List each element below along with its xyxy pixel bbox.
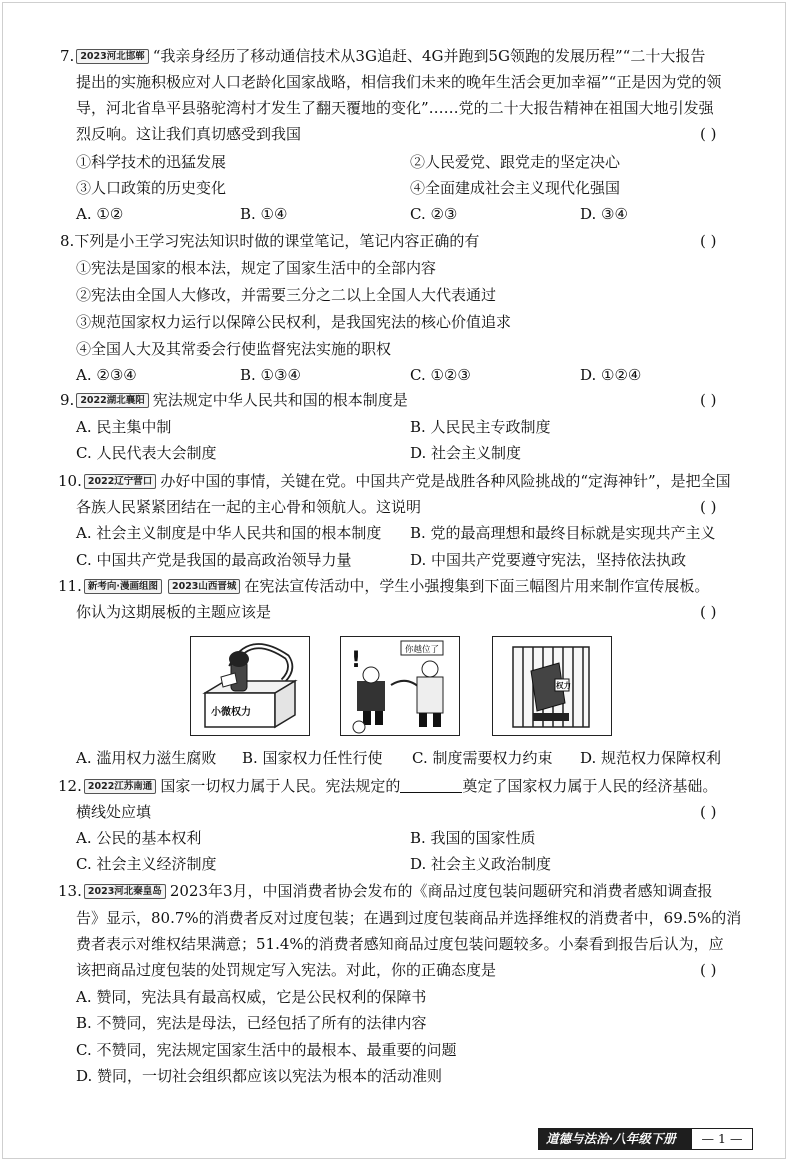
q8-option-a[interactable]: A. ②③④ xyxy=(76,366,137,384)
q9-text: 宪法规定中华人民共和国的根本制度是 xyxy=(152,391,408,409)
q13-line-2: 告》显示，80.7%的消费者反对过度包装；在遇到过度包装商品并选择维权的消费者中，69.5%的消 xyxy=(76,909,742,927)
q12-option-c[interactable]: C. 社会主义经济制度 xyxy=(76,855,217,873)
cartoon-small-power-drawing xyxy=(191,637,309,735)
q8-answer-paren[interactable]: ( ) xyxy=(700,232,717,250)
q13-option-a[interactable]: A. 赞同，宪法具有最高权威，它是公民权利的保障书 xyxy=(76,988,427,1006)
q11-text-1: 在宪法宣传活动中，学生小强搜集到下面三幅图片用来制作宣传展板。 xyxy=(244,577,710,595)
q8-item-3: ③规范国家权力运行以保障公民权利，是我国宪法的核心价值追求 xyxy=(76,313,512,331)
footer-page-number: — 1 — xyxy=(691,1128,753,1150)
q10-line-2: 各族人民紧紧团结在一起的主心骨和领航人。这说明 xyxy=(76,498,422,516)
q9-source-tag: 2022湖北襄阳 xyxy=(76,393,148,408)
q10-text-1: 办好中国的事情，关键在党。中国共产党是战胜各种风险挑战的“定海神针”，是把全国 xyxy=(160,472,731,490)
q13-line-1 xyxy=(58,881,713,901)
q11-option-c[interactable]: C. 制度需要权力约束 xyxy=(412,749,553,767)
q12-option-d[interactable]: D. 社会主义政治制度 xyxy=(410,855,552,873)
page-footer xyxy=(538,1128,753,1150)
q13-number: 13. xyxy=(58,882,82,900)
cartoon-offside-speech: 你越位了 xyxy=(405,645,440,655)
q8-number: 8. xyxy=(60,232,75,250)
q7-source-tag: 2023河北邯郸 xyxy=(76,49,148,64)
q8-option-b[interactable]: B. ①③④ xyxy=(240,366,301,384)
q11-number: 11. xyxy=(58,577,82,595)
q13-line-3: 费者表示对维权结果满意；51.4%的消费者感知商品过度包装问题较多。小秦看到报告后认为，应 xyxy=(76,935,724,953)
cartoon-power-cage xyxy=(492,636,612,736)
q7-option-b[interactable]: B. ①④ xyxy=(240,205,288,223)
q13-source-tag: 2023河北秦皇岛 xyxy=(84,884,166,899)
cartoon-small-power xyxy=(190,636,310,736)
q10-option-d[interactable]: D. 中国共产党要遵守宪法，坚持依法执政 xyxy=(410,551,687,569)
q13-option-d[interactable]: D. 赞同，一切社会组织都应该以宪法为根本的活动准则 xyxy=(76,1067,443,1085)
q12-option-a[interactable]: A. 公民的基本权利 xyxy=(76,829,202,847)
q7-line-3: 导，河北省阜平县骆驼湾村才发生了翻天覆地的变化”……党的二十大报告精神在祖国大地引发强 xyxy=(76,99,714,117)
q11-answer-paren[interactable]: ( ) xyxy=(700,603,717,621)
q8-item-1: ①宪法是国家的根本法，规定了国家生活中的全部内容 xyxy=(76,259,437,277)
q12-number: 12. xyxy=(58,777,82,795)
q11-source-tag-1: 新考向·漫画组图 xyxy=(84,579,162,594)
q8-line-1 xyxy=(60,231,479,251)
q13-option-b[interactable]: B. 不赞同，宪法是母法，已经包括了所有的法律内容 xyxy=(76,1014,427,1032)
q9-option-c[interactable]: C. 人民代表大会制度 xyxy=(76,444,217,462)
q13-line-4: 该把商品过度包装的处罚规定写入宪法。对此，你的正确态度是 xyxy=(76,961,497,979)
q9-option-a[interactable]: A. 民主集中制 xyxy=(76,418,172,436)
q7-item-4: ④全面建成社会主义现代化强国 xyxy=(410,179,621,197)
q7-text-1: “我亲身经历了移动通信技术从3G追赶、4G并跑到5G领跑的发展历程”“二十大报告 xyxy=(152,47,706,65)
q13-answer-paren[interactable]: ( ) xyxy=(700,961,717,979)
q10-number: 10. xyxy=(58,472,82,490)
q7-line-2: 提出的实施积极应对人口老龄化国家战略，相信我们未来的晚年生活会更加幸福”“正是因为党的领 xyxy=(76,73,722,91)
q13-option-c[interactable]: C. 不赞同，宪法规定国家生活中的最根本、最重要的问题 xyxy=(76,1041,457,1059)
q11-option-d[interactable]: D. 规范权力保障权利 xyxy=(580,749,722,767)
q11-option-a[interactable]: A. 滥用权力滋生腐败 xyxy=(76,749,217,767)
q12-line-1 xyxy=(58,776,717,796)
q9-answer-paren[interactable]: ( ) xyxy=(700,391,717,409)
q10-option-a[interactable]: A. 社会主义制度是中华人民共和国的根本制度 xyxy=(76,524,382,542)
q12-answer-paren[interactable]: ( ) xyxy=(700,803,717,821)
q7-line-4: 烈反响。这让我们真切感受到我国 xyxy=(76,125,302,143)
q12-option-b[interactable]: B. 我国的国家性质 xyxy=(410,829,536,847)
footer-subject: 道德与法治·八年级下册 xyxy=(546,1131,676,1146)
q10-source-tag: 2022辽宁营口 xyxy=(84,474,156,489)
q7-line-1 xyxy=(60,46,705,66)
q8-option-c[interactable]: C. ①②③ xyxy=(410,366,471,384)
q10-option-b[interactable]: B. 党的最高理想和最终目标就是实现共产主义 xyxy=(410,524,716,542)
q9-option-d[interactable]: D. 社会主义制度 xyxy=(410,444,522,462)
q9-line-1 xyxy=(60,390,408,410)
q12-text-before: 国家一切权力属于人民。宪法规定的 xyxy=(160,777,401,795)
q8-text: 下列是小王学习宪法知识时做的课堂笔记，笔记内容正确的有 xyxy=(74,232,480,250)
cartoon-offside-drawing xyxy=(341,637,459,735)
q12-blank[interactable] xyxy=(400,778,462,793)
svg-text:!: ! xyxy=(351,648,362,673)
cartoon-power-cage-drawing xyxy=(493,637,611,735)
q7-item-3: ③人口政策的历史变化 xyxy=(76,179,227,197)
cartoon-small-power-label: 小微权力 xyxy=(211,707,251,718)
q10-line-1 xyxy=(58,471,731,491)
q10-answer-paren[interactable]: ( ) xyxy=(700,498,717,516)
q8-item-2: ②宪法由全国人大修改，并需要三分之二以上全国人大代表通过 xyxy=(76,286,497,304)
q8-option-d[interactable]: D. ①②④ xyxy=(580,366,642,384)
q7-item-2: ②人民爱党、跟党走的坚定决心 xyxy=(410,153,621,171)
q7-number: 7. xyxy=(60,47,75,65)
q12-line-2: 横线处应填 xyxy=(76,803,152,821)
q10-option-c[interactable]: C. 中国共产党是我国的最高政治领导力量 xyxy=(76,551,352,569)
cartoon-power-cage-label: 权力 xyxy=(556,681,571,690)
q11-source-tag-2: 2023山西晋城 xyxy=(168,579,240,594)
q9-number: 9. xyxy=(60,391,75,409)
cartoon-offside xyxy=(340,636,460,736)
q12-source-tag: 2022江苏南通 xyxy=(84,779,156,794)
q11-line-1 xyxy=(58,576,709,596)
q7-option-c[interactable]: C. ②③ xyxy=(410,205,458,223)
q7-option-a[interactable]: A. ①② xyxy=(76,205,124,223)
q7-answer-paren[interactable]: ( ) xyxy=(700,125,717,143)
q8-item-4: ④全国人大及其常委会行使监督宪法实施的职权 xyxy=(76,340,392,358)
q12-text-after: 奠定了国家权力属于人民的经济基础。 xyxy=(462,777,718,795)
q9-option-b[interactable]: B. 人民民主专政制度 xyxy=(410,418,551,436)
q13-text-1: 2023年3月，中国消费者协会发布的《商品过度包装问题研究和消费者感知调查报 xyxy=(169,882,713,900)
q11-option-b[interactable]: B. 国家权力任性行使 xyxy=(242,749,383,767)
q7-option-d[interactable]: D. ③④ xyxy=(580,205,628,223)
q11-line-2: 你认为这期展板的主题应该是 xyxy=(76,603,272,621)
q7-item-1: ①科学技术的迅猛发展 xyxy=(76,153,227,171)
